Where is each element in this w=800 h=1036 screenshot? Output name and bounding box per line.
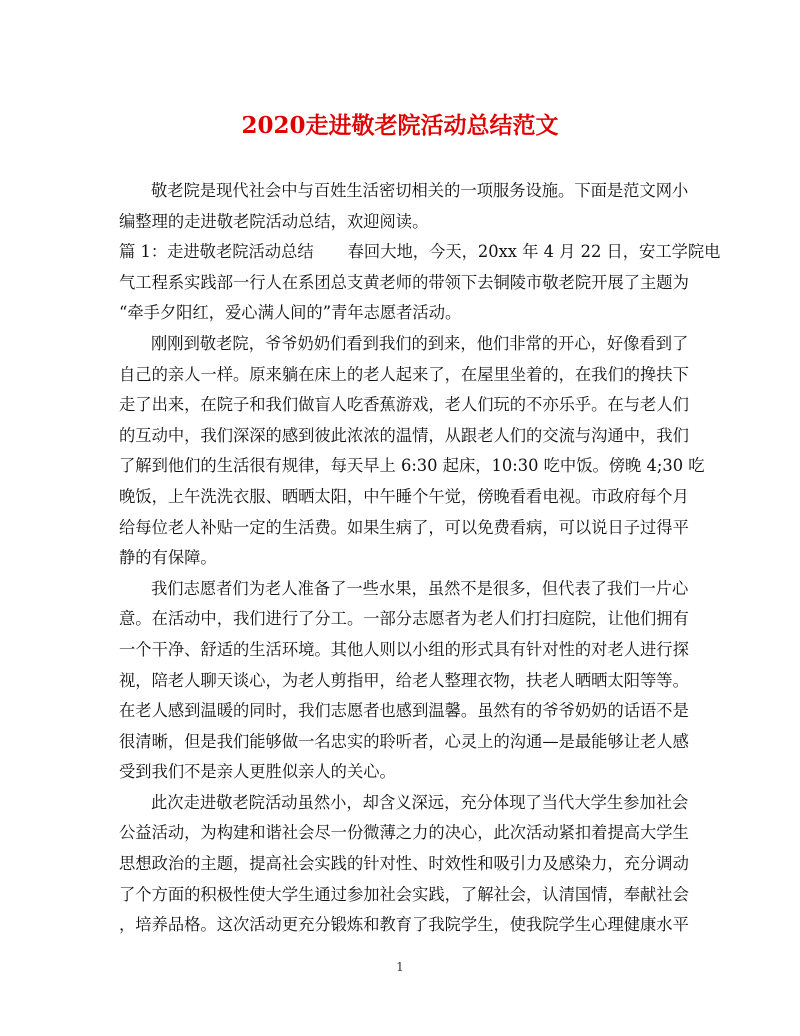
para2-line: 的互动中，我们深深的感到彼此浓浓的温情，从跟老人们的交流与沟通中，我们 (119, 425, 689, 445)
document-title: 2020走进敬老院活动总结范文 (241, 112, 559, 139)
para2-line: 晚饭，上午洗洗衣服、晒晒太阳，中午睡个午觉，傍晚看看电视。市政府每个月 (119, 486, 689, 506)
para4-line: ，培养品格。这次活动更充分锻炼和教育了我院学生，使我院学生心理健康水平 (119, 915, 689, 935)
para4-line: 了个方面的积极性使大学生通过参加社会实践，了解社会，认清国情，奉献社会 (119, 884, 689, 904)
section1-line: 气工程系实践部一行人在系团总支黄老师的带领下去铜陵市敬老院开展了主题为 (119, 272, 689, 292)
para3-line: 在老人感到温暖的同时，我们志愿者也感到温馨。虽然有的爷爷奶奶的话语不是 (119, 701, 689, 721)
para3-line: 我们志愿者们为老人准备了一些水果，虽然不是很多，但代表了我们一片心 (151, 578, 689, 598)
para2-line: 静的有保障。 (119, 548, 217, 568)
para2-line: 给每位老人补贴一定的生活费。如果生病了，可以免费看病，可以说日子过得平 (119, 517, 689, 537)
para2-line: 刚刚到敬老院，爷爷奶奶们看到我们的到来，他们非常的开心，好像看到了 (151, 333, 689, 353)
page-number: 1 (396, 960, 404, 974)
section1-line: “牵手夕阳红，爱心满人间的”青年志愿者活动。 (119, 303, 462, 323)
intro-line: 敬老院是现代社会中与百姓生活密切相关的一项服务设施。下面是范文网小 (151, 181, 689, 200)
para3-line: 视，陪老人聊天谈心，为老人剪指甲，给老人整理衣物，扶老人晒晒太阳等等。 (119, 670, 689, 690)
para2-line: 走了出来，在院子和我们做盲人吃香蕉游戏，老人们玩的不亦乐乎。在与老人们 (119, 395, 689, 415)
para2-line: 自己的亲人一样。原来躺在床上的老人起来了，在屋里坐着的，在我们的搀扶下 (119, 364, 689, 384)
para4-line: 思想政治的主题，提高社会实践的针对性、时效性和吸引力及感染力，充分调动 (119, 854, 689, 874)
section1-heading: 篇 1：走进敬老院活动总结 (119, 242, 314, 262)
para3-line: 很清晰，但是我们能够做一名忠实的聆听者，心灵上的沟通—是最能够让老人感 (119, 731, 689, 751)
para2-line: 了解到他们的生活很有规律，每天早上 6:30 起床，10:30 吃中饭。傍晚 4;30 吃 (119, 456, 705, 476)
document-body (119, 176, 721, 941)
section1-first-line (119, 237, 721, 268)
para3-line: 意。在活动中，我们进行了分工。一部分志愿者为老人们打扫庭院，让他们拥有 (119, 609, 689, 629)
intro-line: 编整理的走进敬老院活动总结，欢迎阅读。 (119, 211, 429, 231)
para4-line: 公益活动，为构建和谐社会尽一份微薄之力的决心，此次活动紧扣着提高大学生 (119, 823, 689, 843)
section1-first-line-text: 春回大地，今天，20xx 年 4 月 22 日，安工学院电 (347, 242, 721, 262)
para3-line: 一个干净、舒适的生活环境。其他人则以小组的形式具有针对性的对老人进行探 (119, 639, 689, 659)
para3-line: 受到我们不是亲人更胜似亲人的关心。 (119, 762, 396, 782)
para4-line: 此次走进敬老院活动虽然小，却含义深远，充分体现了当代大学生参加社会 (151, 792, 689, 812)
